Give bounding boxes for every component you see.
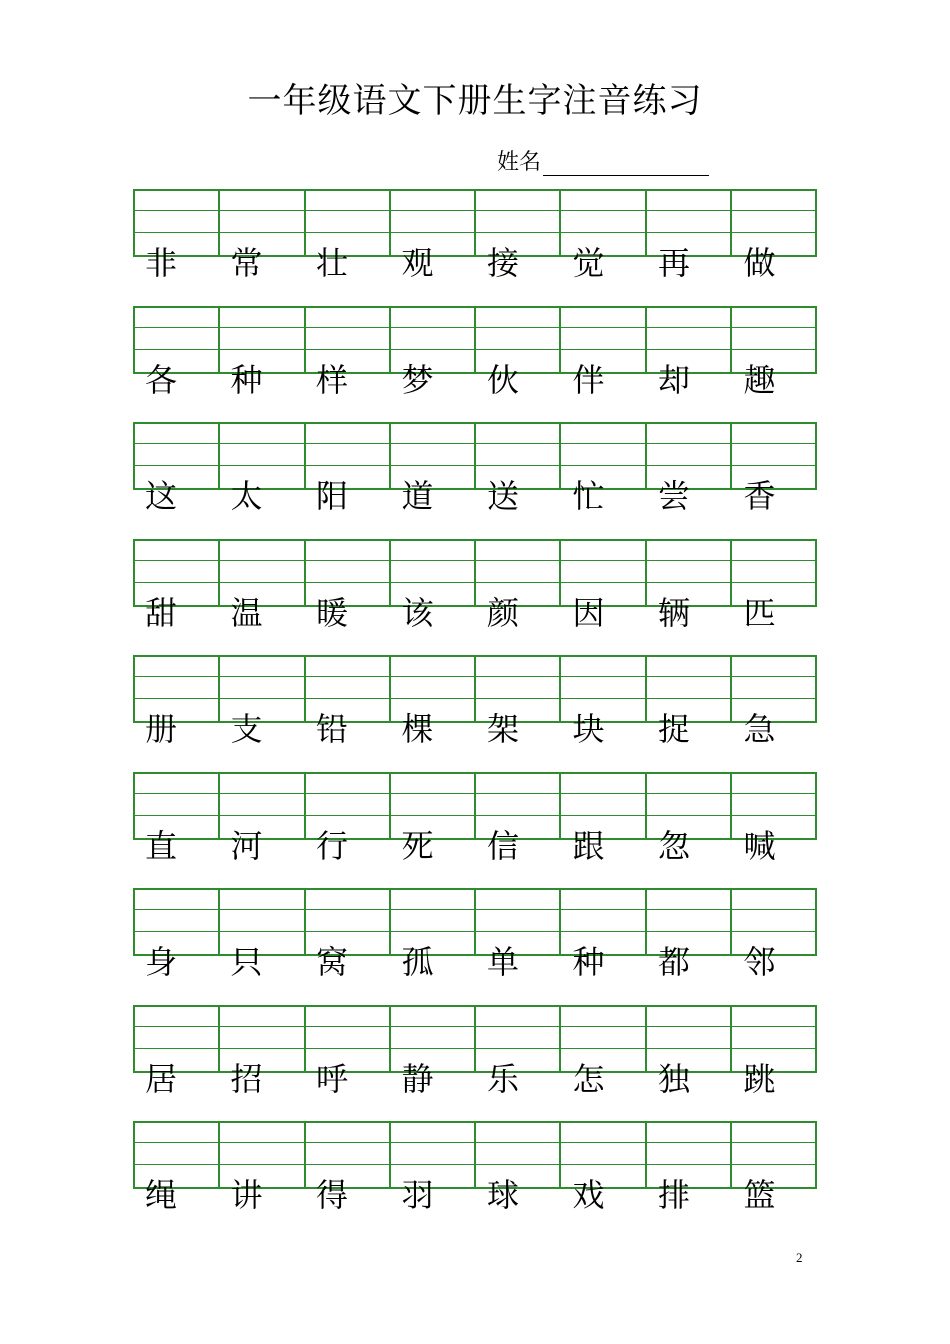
practice-row — [133, 772, 817, 882]
hanzi-character: 乐 — [487, 1059, 520, 1098]
practice-row — [133, 189, 817, 299]
hanzi-character: 种 — [230, 360, 263, 399]
hanzi-character: 伴 — [572, 360, 605, 399]
name-label: 姓名 — [497, 150, 542, 175]
hanzi-character: 羽 — [401, 1176, 434, 1214]
hanzi-character: 忙 — [572, 477, 605, 515]
hanzi-character: 常 — [230, 244, 263, 282]
character-line — [133, 591, 817, 635]
hanzi-character: 静 — [401, 1059, 434, 1098]
hanzi-character: 身 — [145, 943, 178, 981]
hanzi-character: 再 — [658, 244, 691, 282]
hanzi-character: 册 — [145, 710, 178, 748]
hanzi-character: 讲 — [230, 1176, 263, 1214]
hanzi-character: 非 — [145, 244, 178, 282]
hanzi-character: 尝 — [658, 477, 691, 515]
hanzi-character: 邻 — [743, 943, 776, 981]
hanzi-character: 种 — [572, 943, 605, 981]
hanzi-character: 该 — [401, 593, 434, 632]
hanzi-character: 却 — [658, 360, 691, 399]
hanzi-character: 香 — [743, 477, 776, 515]
hanzi-character: 急 — [743, 710, 776, 748]
hanzi-character: 阳 — [316, 477, 349, 515]
hanzi-character: 样 — [316, 360, 349, 399]
page-title: 一年级语文下册生字注音练习 — [247, 81, 703, 121]
hanzi-character: 怎 — [572, 1059, 605, 1098]
character-line — [133, 707, 817, 751]
hanzi-character: 壮 — [316, 244, 349, 282]
hanzi-character: 喊 — [743, 826, 776, 865]
hanzi-character: 各 — [145, 360, 178, 399]
hanzi-character: 窝 — [316, 943, 349, 981]
hanzi-character: 观 — [401, 244, 434, 282]
hanzi-character: 信 — [487, 826, 520, 865]
hanzi-character: 棵 — [401, 710, 434, 748]
name-field — [497, 142, 709, 178]
hanzi-character: 块 — [572, 710, 605, 748]
page-number: 2 — [796, 1250, 803, 1265]
hanzi-character: 得 — [316, 1176, 349, 1214]
hanzi-character: 接 — [487, 244, 520, 282]
hanzi-character: 伙 — [487, 360, 520, 399]
hanzi-character: 河 — [230, 826, 263, 865]
character-line — [133, 474, 817, 518]
character-line — [133, 358, 817, 402]
hanzi-character: 做 — [743, 244, 776, 282]
hanzi-character: 暖 — [316, 593, 349, 632]
hanzi-character: 单 — [487, 943, 520, 981]
name-blank-line[interactable] — [543, 175, 709, 176]
practice-row — [133, 306, 817, 416]
hanzi-character: 戏 — [572, 1176, 605, 1214]
hanzi-character: 独 — [658, 1059, 691, 1098]
practice-row — [133, 422, 817, 532]
hanzi-character: 温 — [230, 593, 263, 632]
hanzi-character: 因 — [572, 593, 605, 632]
practice-row — [133, 655, 817, 765]
hanzi-character: 都 — [658, 943, 691, 981]
hanzi-character: 只 — [230, 943, 263, 981]
hanzi-character: 送 — [487, 477, 520, 515]
character-line — [133, 824, 817, 868]
hanzi-character: 捉 — [658, 710, 691, 748]
hanzi-character: 梦 — [401, 360, 434, 399]
hanzi-character: 死 — [401, 826, 434, 865]
hanzi-character: 忽 — [658, 826, 691, 865]
hanzi-character: 支 — [230, 710, 263, 748]
hanzi-character: 居 — [145, 1059, 178, 1098]
character-line — [133, 1173, 817, 1217]
hanzi-character: 篮 — [743, 1176, 776, 1214]
hanzi-character: 行 — [316, 826, 349, 865]
hanzi-character: 跳 — [743, 1059, 776, 1098]
hanzi-character: 甜 — [145, 593, 178, 632]
hanzi-character: 太 — [230, 477, 263, 515]
hanzi-character: 辆 — [658, 593, 691, 632]
hanzi-character: 铅 — [316, 710, 349, 748]
character-line — [133, 1057, 817, 1101]
hanzi-character: 觉 — [572, 244, 605, 282]
hanzi-character: 这 — [145, 477, 178, 515]
hanzi-character: 匹 — [743, 593, 776, 632]
practice-row — [133, 888, 817, 998]
character-line — [133, 241, 817, 285]
practice-row — [133, 1005, 817, 1115]
hanzi-character: 跟 — [572, 826, 605, 865]
hanzi-character: 架 — [487, 710, 520, 748]
hanzi-character: 绳 — [145, 1176, 178, 1214]
hanzi-character: 球 — [487, 1176, 520, 1214]
hanzi-character: 呼 — [316, 1059, 349, 1098]
hanzi-character: 趣 — [743, 360, 776, 399]
character-line — [133, 940, 817, 984]
hanzi-character: 招 — [230, 1059, 263, 1098]
hanzi-character: 颜 — [487, 593, 520, 632]
practice-row — [133, 1121, 817, 1231]
practice-row — [133, 539, 817, 649]
hanzi-character: 直 — [145, 826, 178, 865]
hanzi-character: 孤 — [401, 943, 434, 981]
hanzi-character: 排 — [658, 1176, 691, 1214]
hanzi-character: 道 — [401, 477, 434, 515]
